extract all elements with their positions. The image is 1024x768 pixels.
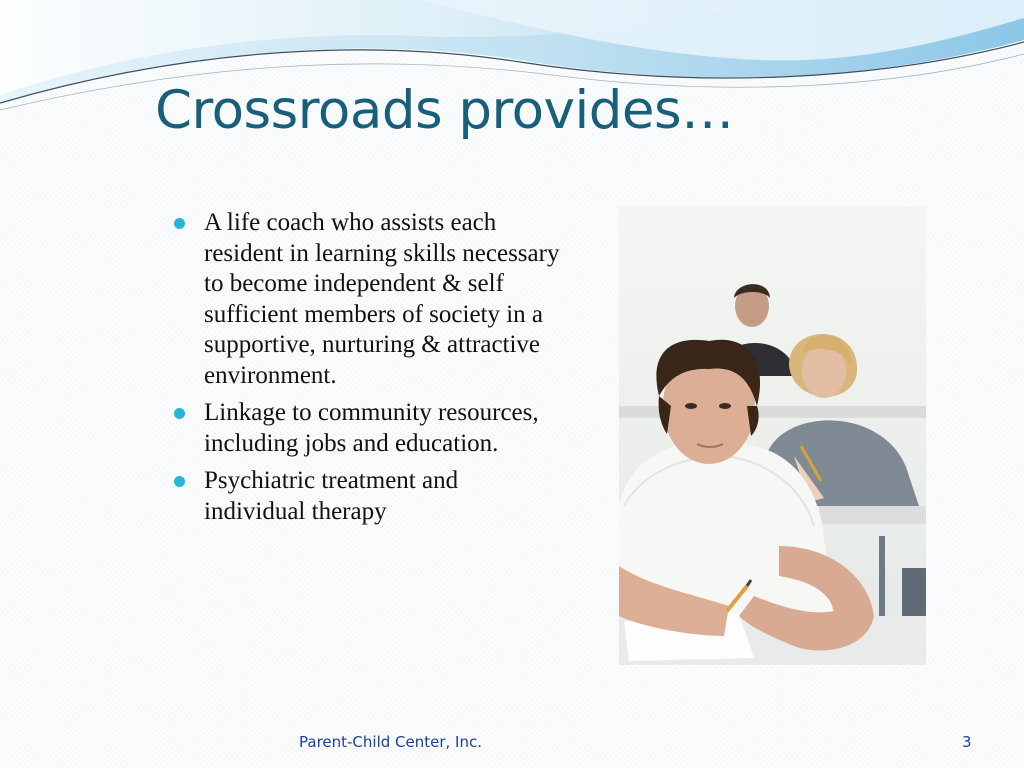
slide-title: Crossroads provides… <box>155 80 734 141</box>
bullet-dot-icon <box>174 218 185 229</box>
bullet-list <box>172 208 562 534</box>
bullet-text: Psychiatric treatment and individual therapy <box>204 467 459 525</box>
bullet-text: A life coach who assists each resident in learning skills necessary to become independent & self sufficient members of society in a supportive, nurturing & attractive environment. <box>204 209 560 389</box>
bullet-dot-icon <box>174 408 185 419</box>
footer-organization: Parent-Child Center, Inc. <box>299 733 483 751</box>
bullet-dot-icon <box>174 476 185 487</box>
classroom-students-photo <box>619 206 926 665</box>
bullet-item <box>172 466 562 527</box>
slide-page-number: 3 <box>962 733 972 751</box>
bullet-text: Linkage to community resources, including jobs and education. <box>204 399 539 457</box>
bullet-item <box>172 398 562 459</box>
bullet-item <box>172 208 562 391</box>
